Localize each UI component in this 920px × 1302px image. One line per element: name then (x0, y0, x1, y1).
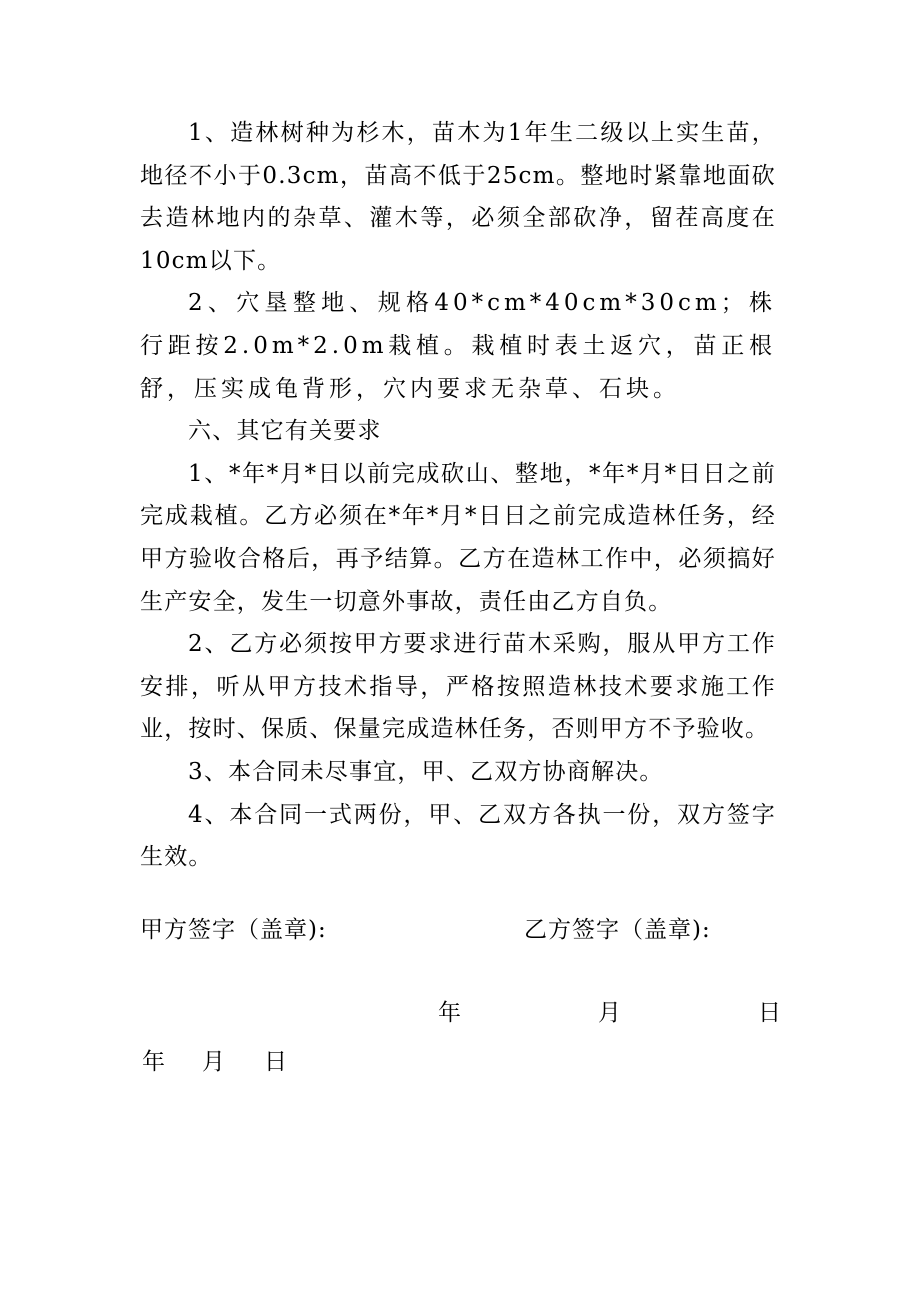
date-day-label: 日 (758, 1000, 781, 1026)
document-body (140, 112, 776, 879)
date-day-label: 日 (264, 1049, 287, 1075)
date-year-label: 年 (438, 1000, 461, 1026)
paragraph-1: 1、造林树种为杉木，苗木为1年生二级以上实生苗，地径不小于0.3cm，苗高不低于25cm。整地时紧靠地面砍去造林地内的杂草、灌木等，必须全部砍净，留茬高度在10cm以下。 (140, 120, 776, 274)
requirement-1: 1、*年*月*日以前完成砍山、整地，*年*月*日日之前完成栽植。乙方必须在*年*月*日日之前完成造林任务，经甲方验收合格后，再予结算。乙方在造林工作中，必须搞好生产安全，发生一切意外事故，责任由乙方自负。 (140, 460, 776, 615)
section-heading: 六、其它有关要求 (188, 418, 382, 445)
party-b-signature-label: 乙方签字（盖章): (524, 917, 711, 943)
requirement-4: 4、本合同一式两份，甲、乙双方各执一份，双方签字生效。 (140, 801, 776, 871)
date-month-label: 月 (202, 1049, 225, 1075)
date-month-label: 月 (598, 1000, 621, 1026)
paragraph-2: 2、穴垦整地、规格40*cm*40cm*30cm；株行距按2.0m*2.0m栽植。栽植时表土返穴，苗正根舒，压实成龟背形，穴内要求无杂草、石块。 (140, 290, 776, 402)
requirement-3: 3、本合同未尽事宜，甲、乙双方协商解决。 (188, 758, 664, 785)
requirement-2: 2、乙方必须按甲方要求进行苗木采购，服从甲方工作安排，听从甲方技术指导，严格按照造林技术要求施工作业，按时、保质、保量完成造林任务，否则甲方不予验收。 (140, 631, 776, 743)
date-year-label: 年 (142, 1049, 165, 1075)
party-a-signature-label: 甲方签字（盖章): (140, 917, 327, 943)
